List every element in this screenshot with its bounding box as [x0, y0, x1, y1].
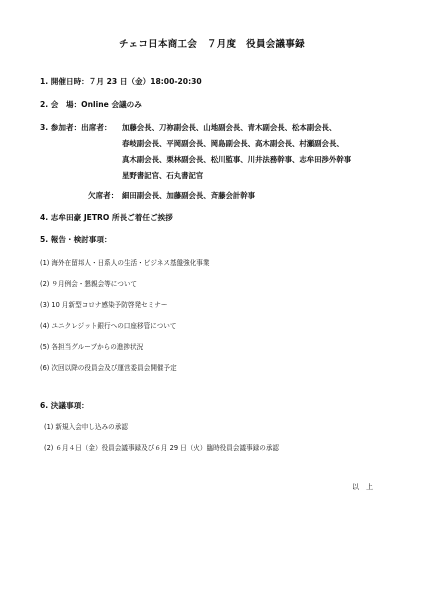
report-item: (4) ユニクレジット銀行への口座移管について: [40, 322, 177, 330]
page-title: チェコ日本商工会 ７月度 役員会議事録: [119, 39, 305, 50]
report-item: (2) ９月例会・懇親会等について: [40, 280, 138, 288]
attendees-line-2: 春岐副会長、平岡副会長、岡島副会長、高木副会長、村瀬副会長、: [122, 139, 344, 148]
attendees-line-1: 加藤会長、刀祢副会長、山地副会長、青木副会長、松本副会長、: [122, 123, 337, 132]
resolution-item: (2) ６月４日（金）役員会議事録及び６月 29 日（火）臨時役員会議事録の承認: [44, 444, 280, 452]
closing-mark: 以 上: [352, 483, 373, 491]
resolution-item: (1) 新規入会申し込みの承認: [44, 423, 128, 431]
report-item: (6) 次回以降の役員会及び運営委員会開催予定: [40, 364, 177, 372]
item-3-attendees-label: 3. 参加者：出席者：: [40, 123, 112, 132]
item-5-reports-heading: 5. 報告・検討事項：: [40, 235, 112, 244]
absent-list: 細田副会長、加藤副会長、斉藤会計幹事: [122, 191, 256, 200]
item-6-resolutions-heading: 6. 決議事項：: [40, 401, 89, 410]
absent-label: 欠席者：: [88, 191, 119, 200]
attendees-line-4: 星野書記官、石丸書記官: [122, 171, 204, 180]
report-item: (3) 10 月新型コロナ感染予防啓発セミナー: [40, 301, 168, 309]
report-item: (1) 海外在留邦人・日系人の生活・ビジネス基盤強化事業: [40, 259, 210, 267]
item-2-venue: 2. 会 場：Online 会議のみ: [40, 100, 142, 109]
report-item: (5) 各担当グループからの進捗状況: [40, 343, 144, 351]
item-1-datetime: 1. 開催日時：７月 23 日（金）18:00-20:30: [40, 77, 202, 86]
item-4-greeting: 4. 志牟田豪 JETRO 所長ご着任ご挨拶: [40, 213, 173, 222]
attendees-line-3: 真木副会長、栗林副会長、松川監事、川井法務幹事、志牟田渉外幹事: [122, 155, 352, 164]
